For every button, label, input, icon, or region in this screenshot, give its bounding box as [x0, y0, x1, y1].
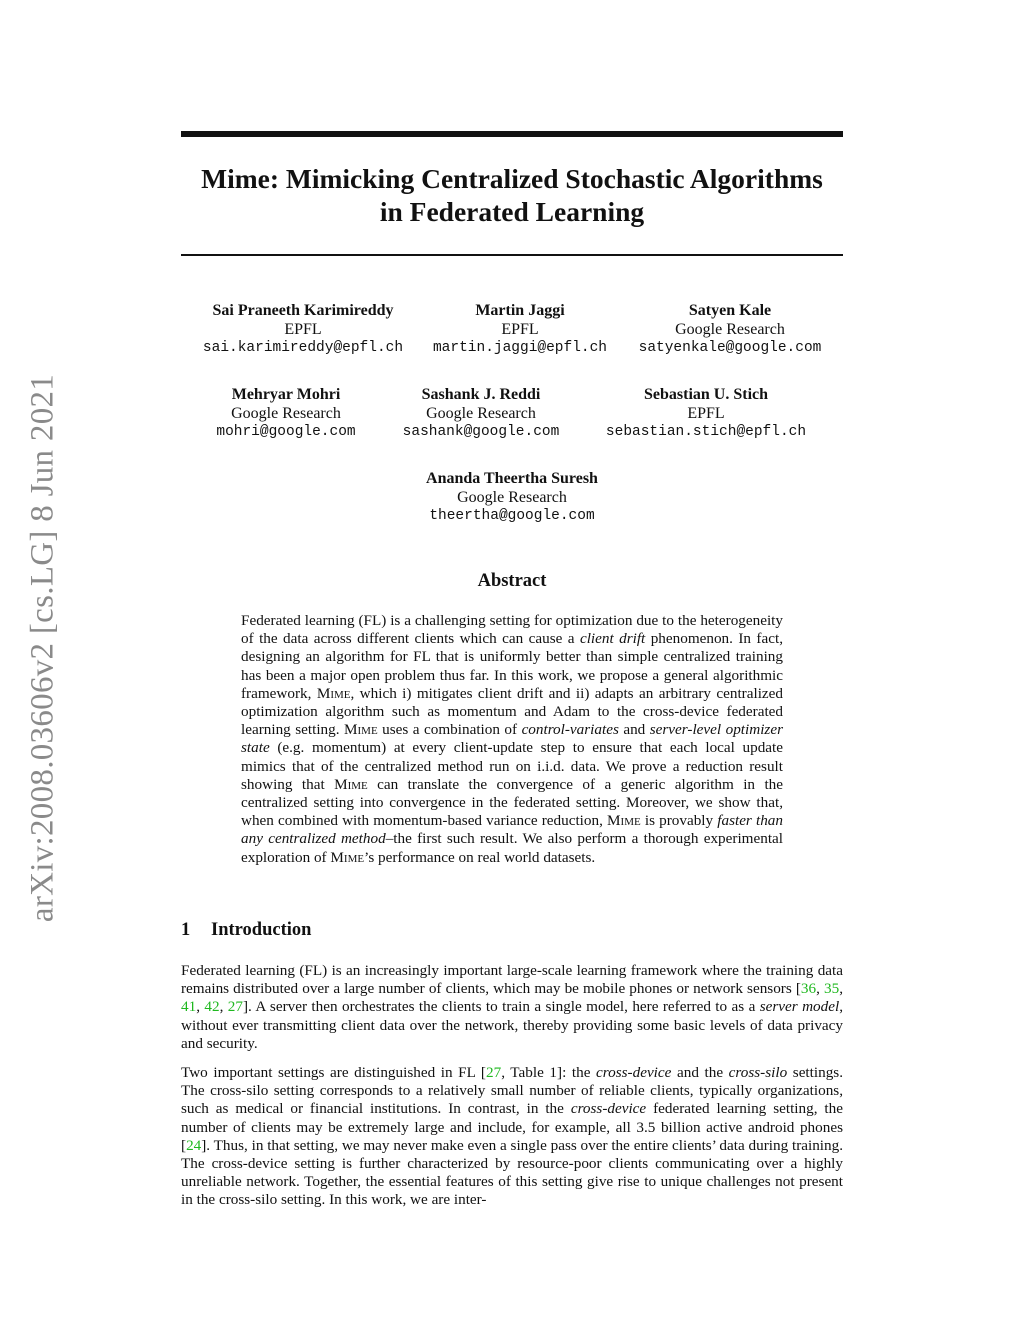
abstract-heading: Abstract: [477, 571, 547, 591]
method-name-mime: Mime: [330, 848, 365, 866]
italic-term: cross-device: [596, 1064, 672, 1081]
author-email[interactable]: theertha@google.com: [429, 508, 595, 524]
title-bottom-rule: [181, 254, 843, 256]
author-email[interactable]: sebastian.stich@epfl.ch: [605, 424, 807, 440]
author-name: Mehryar Mohri: [231, 386, 341, 403]
author-affiliation: Google Research: [457, 489, 567, 506]
text-run: ,: [219, 998, 228, 1016]
text-run: ,: [816, 980, 825, 998]
author-affiliation: Google Research: [675, 321, 785, 338]
method-name-mime: Mime: [316, 684, 351, 702]
section-heading-introduction: [181, 920, 311, 941]
author-affiliation: EPFL: [284, 321, 322, 338]
author-block: [392, 469, 632, 526]
text-run: , Table 1]: the: [501, 1064, 597, 1081]
text-run: (e.g. momentum) at every client-update step to ensure that each local update mimics that of the centralized method run on i.i.d. data. We prove a reduction result showing that: [241, 739, 783, 793]
author-name: Satyen Kale: [688, 302, 772, 319]
italic-term: cross-silo: [728, 1064, 788, 1081]
italic-term: client drift: [579, 630, 646, 648]
author-name: Martin Jaggi: [475, 302, 565, 319]
italic-term: server-level optimizer state: [241, 721, 783, 757]
author-email[interactable]: martin.jaggi@epfl.ch: [432, 340, 608, 356]
author-email[interactable]: sai.karimireddy@epfl.ch: [202, 340, 404, 356]
section-number: 1: [181, 920, 191, 940]
text-run: phenomenon. In fact, designing an algorithm for FL that is uniformly better than simple centralized training has been a major open problem thus far. In this work, we propose a general algorithmic framework,: [241, 630, 783, 702]
text-run: ,: [196, 998, 205, 1016]
method-name-mime: Mime: [344, 721, 378, 739]
paper-title: [181, 162, 843, 228]
author-name: Ananda Theertha Suresh: [426, 470, 598, 487]
title-line-2: in Federated Learning: [379, 196, 645, 227]
text-run: ]. Thus, in that setting, we may never make even a single pass over the entire clients’ data during training. The cross-device setting is further characterized by resource-poor clients communicating over a highly unreliable network. Together, the essential features of this setting give rise to unique challenges not present in the cross-silo setting. In this work, we are inter-: [181, 1136, 844, 1209]
author-block: [610, 301, 850, 358]
title-line-1: Mime: Mimicking Centralized Stochastic Algorithms: [201, 163, 823, 194]
italic-term: faster than any centralized method: [241, 812, 783, 848]
method-name-mime: Mime: [607, 812, 641, 830]
italic-term: control-variates: [521, 721, 619, 739]
text-run: , without ever transmitting client data over the network, thereby providing some basic levels of data privacy and security.: [181, 998, 844, 1052]
text-run: is provably: [640, 812, 718, 830]
author-affiliation: Google Research: [231, 405, 341, 422]
author-block: [400, 301, 640, 358]
text-run: and: [618, 721, 650, 739]
citation-link[interactable]: 36: [800, 980, 817, 998]
author-affiliation: EPFL: [501, 321, 539, 338]
italic-term: server model: [759, 998, 840, 1016]
author-name: Sashank J. Reddi: [421, 386, 541, 403]
text-run: federated learning setting, the number of clients may be extremely large and include, for example, all 3.5 billion active android phones [: [181, 1100, 843, 1154]
author-email[interactable]: satyenkale@google.com: [638, 340, 822, 356]
citation-link[interactable]: 27: [227, 998, 243, 1016]
author-email[interactable]: mohri@google.com: [216, 424, 356, 440]
author-block: [361, 385, 601, 442]
text-run: ,: [839, 980, 843, 998]
author-block: [586, 385, 826, 442]
text-run: , which i) mitigates client drift and ii) adapts an arbitrary centralized optimization algorithm such as momentum and Adam to the cross-device federated learning setting.: [241, 684, 783, 739]
text-run: can translate the convergence of a generic algorithm in the centralized setting into convergence in the federated setting. Moreover, we show that, when combined with momentum-based variance reduction,: [241, 775, 783, 830]
text-run: and the: [671, 1064, 729, 1081]
author-affiliation: EPFL: [687, 405, 725, 422]
text-run: –the first such result. We also perform a thorough experimental exploration of: [241, 830, 784, 866]
text-run: uses a combination of: [377, 721, 522, 739]
author-block: [183, 301, 423, 358]
intro-paragraph: [181, 1064, 843, 1210]
text-run: Two important settings are distinguished in FL [: [181, 1064, 486, 1081]
citation-link[interactable]: 27: [486, 1064, 502, 1081]
method-name-mime: Mime: [334, 775, 368, 793]
author-name: Sai Praneeth Karimireddy: [212, 302, 394, 319]
section-title: Introduction: [211, 920, 312, 940]
author-affiliation: Google Research: [426, 405, 536, 422]
intro-paragraph: [181, 962, 843, 1053]
citation-link[interactable]: 24: [186, 1136, 202, 1154]
author-email[interactable]: sashank@google.com: [402, 424, 560, 440]
author-name: Sebastian U. Stich: [643, 386, 769, 403]
title-top-rule: [181, 131, 843, 137]
text-run: ]. A server then orchestrates the clients to train a single model, here referred to as a: [242, 998, 760, 1016]
citation-link[interactable]: 35: [824, 980, 840, 998]
text-run: Federated learning (FL) is an increasingly important large-scale learning framework where the training data remains distributed over a large number of clients, which may be mobile phones or network sensors [: [181, 962, 843, 998]
italic-term: cross-device: [570, 1100, 647, 1118]
text-run: ’s performance on real world datasets.: [364, 848, 596, 866]
arxiv-identifier: arXiv:2008.03606v2 [cs.LG] 8 Jun 2021: [24, 373, 61, 923]
citation-link[interactable]: 42: [204, 998, 220, 1016]
citation-link[interactable]: 41: [181, 998, 197, 1016]
text-run: settings. The cross-silo setting corresponds to a relatively small number of reliable clients, typically organizations, such as medical or financial institutions. In contrast, in the: [181, 1064, 843, 1118]
abstract-body: [241, 612, 783, 867]
text-run: Federated learning (FL) is a challenging setting for optimization due to the heterogeneity of the data across different clients which can cause a: [241, 612, 783, 648]
